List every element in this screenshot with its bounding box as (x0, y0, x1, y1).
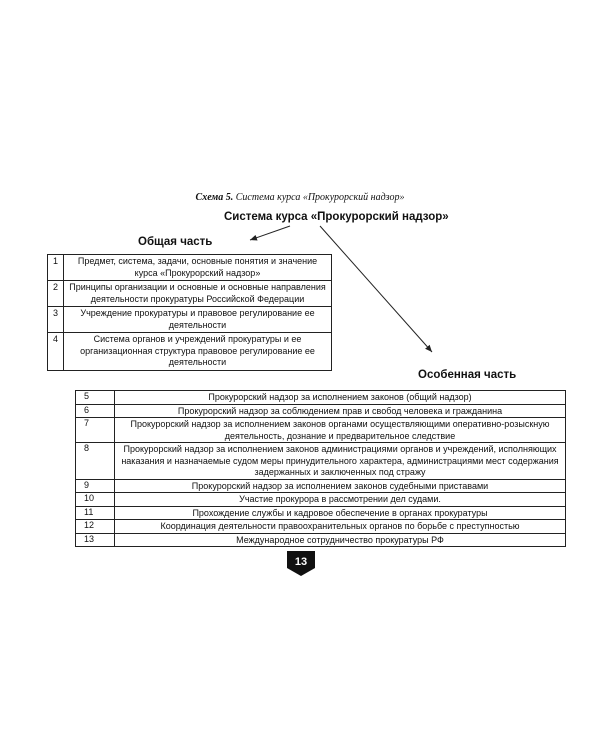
row-number: 2 (48, 281, 64, 307)
table-row (76, 506, 566, 520)
general-part-title: Общая часть (138, 236, 213, 248)
table-row (76, 418, 566, 443)
row-text: Принципы организации и основные и основные направления деятельности прокуратуры Российской Федерации (64, 281, 332, 307)
table-row (48, 255, 332, 281)
row-text: Прокурорский надзор за исполнением законов (общий надзор) (115, 391, 566, 405)
caption-text: Система курса «Прокурорский надзор» (233, 192, 405, 203)
row-number: 13 (76, 533, 115, 547)
general-part-table (47, 254, 332, 371)
row-number: 3 (48, 307, 64, 333)
row-number: 5 (76, 391, 115, 405)
table-row (76, 520, 566, 534)
table-row (76, 391, 566, 405)
row-number: 10 (76, 493, 115, 507)
arrow-to-general (250, 226, 290, 240)
row-number: 12 (76, 520, 115, 534)
row-text: Прокурорский надзор за исполнением законов администрациями органов и учреждений, исполняющих наказания и назначаемые судом меры принудительного характера, администрациями мест содержания задержанных и заключенных под стражу (115, 443, 566, 480)
row-text: Система органов и учреждений прокуратуры и ее организационная структура правовое регулирование ее деятельности (64, 333, 332, 371)
special-part-title: Особенная часть (418, 369, 517, 381)
row-text: Координация деятельности правоохранительных органов по борьбе с преступностью (115, 520, 566, 534)
row-text: Прокурорский надзор за исполнением законов судебными приставами (115, 479, 566, 493)
row-number: 11 (76, 506, 115, 520)
table-row (76, 479, 566, 493)
arrow-to-special (320, 226, 432, 352)
row-text: Прохождение службы и кадровое обеспечение в органах прокуратуры (115, 506, 566, 520)
row-number: 1 (48, 255, 64, 281)
table-row (76, 404, 566, 418)
page-number: 13 (294, 556, 308, 568)
row-number: 7 (76, 418, 115, 443)
row-text: Предмет, система, задачи, основные понятия и значение курса «Прокурорский надзор» (64, 255, 332, 281)
row-text: Участие прокурора в рассмотрении дел судами. (115, 493, 566, 507)
row-number: 8 (76, 443, 115, 480)
table-row (48, 281, 332, 307)
row-text: Учреждение прокуратуры и правовое регулирование ее деятельности (64, 307, 332, 333)
table-row (76, 533, 566, 547)
main-title: Система курса «Прокурорский надзор» (224, 211, 449, 223)
page-number-badge (287, 551, 315, 576)
caption-label: Схема 5. (195, 192, 234, 203)
row-number: 9 (76, 479, 115, 493)
row-number: 4 (48, 333, 64, 371)
table-row (76, 493, 566, 507)
table-row (48, 333, 332, 371)
row-text: Прокурорский надзор за соблюдением прав и свобод человека и гражданина (115, 404, 566, 418)
row-number: 6 (76, 404, 115, 418)
row-text: Международное сотрудничество прокуратуры РФ (115, 533, 566, 547)
table-row (76, 443, 566, 480)
row-text: Прокурорский надзор за исполнением законов органами осуществляющими оперативно-розыскную деятельность, дознание и предварительное следствие (115, 418, 566, 443)
special-part-table (75, 390, 566, 547)
table-row (48, 307, 332, 333)
